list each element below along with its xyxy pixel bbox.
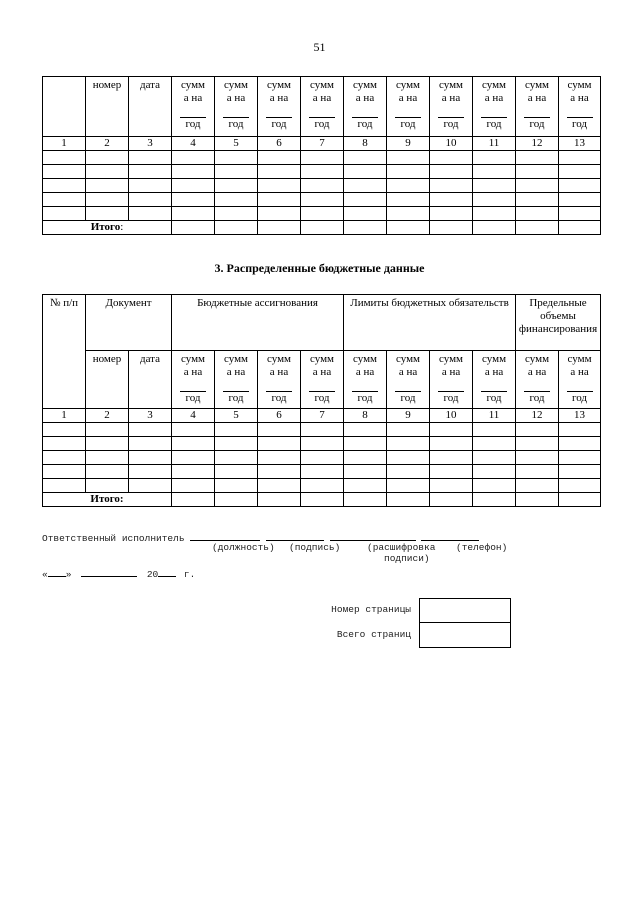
col-number: 8 (344, 137, 387, 151)
col-number: 2 (86, 409, 129, 423)
table-row (43, 165, 601, 179)
col-number: 1 (43, 409, 86, 423)
header-limits: Лимиты бюджетных обязательств (344, 295, 516, 351)
page-number: 51 (313, 40, 326, 54)
decode-field[interactable] (330, 530, 416, 541)
section-title: 3. Распределенные бюджетные данные (214, 261, 425, 275)
col-number: 4 (172, 409, 215, 423)
header-summa: сумм а на год (258, 351, 301, 409)
total-pages-label: Всего страниц (336, 629, 411, 640)
col-number: 11 (473, 137, 516, 151)
col-number: 7 (301, 409, 344, 423)
col-number: 5 (215, 137, 258, 151)
col-number: 4 (172, 137, 215, 151)
header-assign: Бюджетные ассигнования (172, 295, 344, 351)
table-row (43, 193, 601, 207)
sign-caption: (подпись) (289, 542, 341, 553)
header-num: № п/п (43, 295, 86, 409)
header-summa: сумм а на год (387, 77, 430, 137)
column-number-row (43, 137, 601, 151)
table2-header-row (43, 351, 601, 409)
phone-field[interactable] (421, 530, 479, 541)
table-row (43, 423, 601, 437)
header-volumes: Предельные объемы финансирования (516, 295, 601, 351)
header-summa: сумм а на год (172, 77, 215, 137)
header-summa: сумм а на год (473, 77, 516, 137)
total-label: Итого: (43, 221, 172, 235)
header-summa: сумм а на год (344, 351, 387, 409)
header-document: Документ (86, 295, 172, 351)
col-number: 13 (559, 137, 601, 151)
table1-header-row (43, 77, 601, 137)
table2-group-header-row (43, 295, 601, 351)
header-summa: сумм а на год (301, 351, 344, 409)
col-number: 1 (43, 137, 86, 151)
header-summa: сумм а на год (215, 77, 258, 137)
header-summa: сумм а на год (430, 351, 473, 409)
page-number-label: Номер страницы (331, 604, 411, 615)
signature-label: Ответственный исполнитель (42, 533, 185, 544)
total-row (43, 493, 601, 507)
header-summa: сумм а на год (430, 77, 473, 137)
header-summa: сумм а на год (516, 351, 559, 409)
position-field[interactable] (190, 530, 260, 541)
header-summa: сумм а на год (344, 77, 387, 137)
col-number: 9 (387, 137, 430, 151)
year-field[interactable] (158, 566, 176, 577)
sign-field[interactable] (266, 530, 324, 541)
day-field[interactable] (48, 566, 66, 577)
page-number-box[interactable] (419, 598, 511, 623)
header-summa: сумм а на год (516, 77, 559, 137)
col-number: 12 (516, 137, 559, 151)
table-row (43, 451, 601, 465)
col-number: 11 (473, 409, 516, 423)
column-number-row (43, 409, 601, 423)
col-number: 5 (215, 409, 258, 423)
table-row (43, 179, 601, 193)
header-summa: сумм а на год (559, 351, 601, 409)
total-row (43, 221, 601, 235)
col-number: 10 (430, 137, 473, 151)
header-summa: сумм а на год (258, 77, 301, 137)
table-row (43, 479, 601, 493)
position-caption: (должность) (212, 542, 275, 553)
col-number: 7 (301, 137, 344, 151)
table-row (43, 207, 601, 221)
decode-caption-2: подписи) (384, 553, 430, 564)
table-row (43, 465, 601, 479)
col-number: 2 (86, 137, 129, 151)
col-number: 3 (129, 409, 172, 423)
table-row (43, 437, 601, 451)
col-number: 13 (559, 409, 601, 423)
header-nomer: номер (86, 77, 129, 137)
budget-table-continued (42, 76, 601, 235)
col-number: 9 (387, 409, 430, 423)
header-summa: сумм а на год (559, 77, 601, 137)
total-label: Итого: (43, 493, 172, 507)
phone-caption: (телефон) (456, 542, 508, 553)
col-number: 8 (344, 409, 387, 423)
col-number: 3 (129, 137, 172, 151)
header-data: дата (129, 77, 172, 137)
header-summa: сумм а на год (387, 351, 430, 409)
col-number: 10 (430, 409, 473, 423)
header-summa: сумм а на год (301, 77, 344, 137)
header-summa: сумм а на год (215, 351, 258, 409)
col-number: 6 (258, 409, 301, 423)
decode-caption: (расшифровка (367, 542, 436, 553)
total-pages-box[interactable] (419, 622, 511, 648)
date-line: « » 20 г. (42, 566, 195, 580)
header-summa: сумм а на год (473, 351, 516, 409)
empty-header-cell (43, 77, 86, 137)
table-row (43, 151, 601, 165)
header-data: дата (129, 351, 172, 409)
distributed-budget-table (42, 294, 601, 507)
header-summa: сумм а на год (172, 351, 215, 409)
month-field[interactable] (81, 566, 137, 577)
col-number: 12 (516, 409, 559, 423)
header-nomer: номер (86, 351, 129, 409)
col-number: 6 (258, 137, 301, 151)
